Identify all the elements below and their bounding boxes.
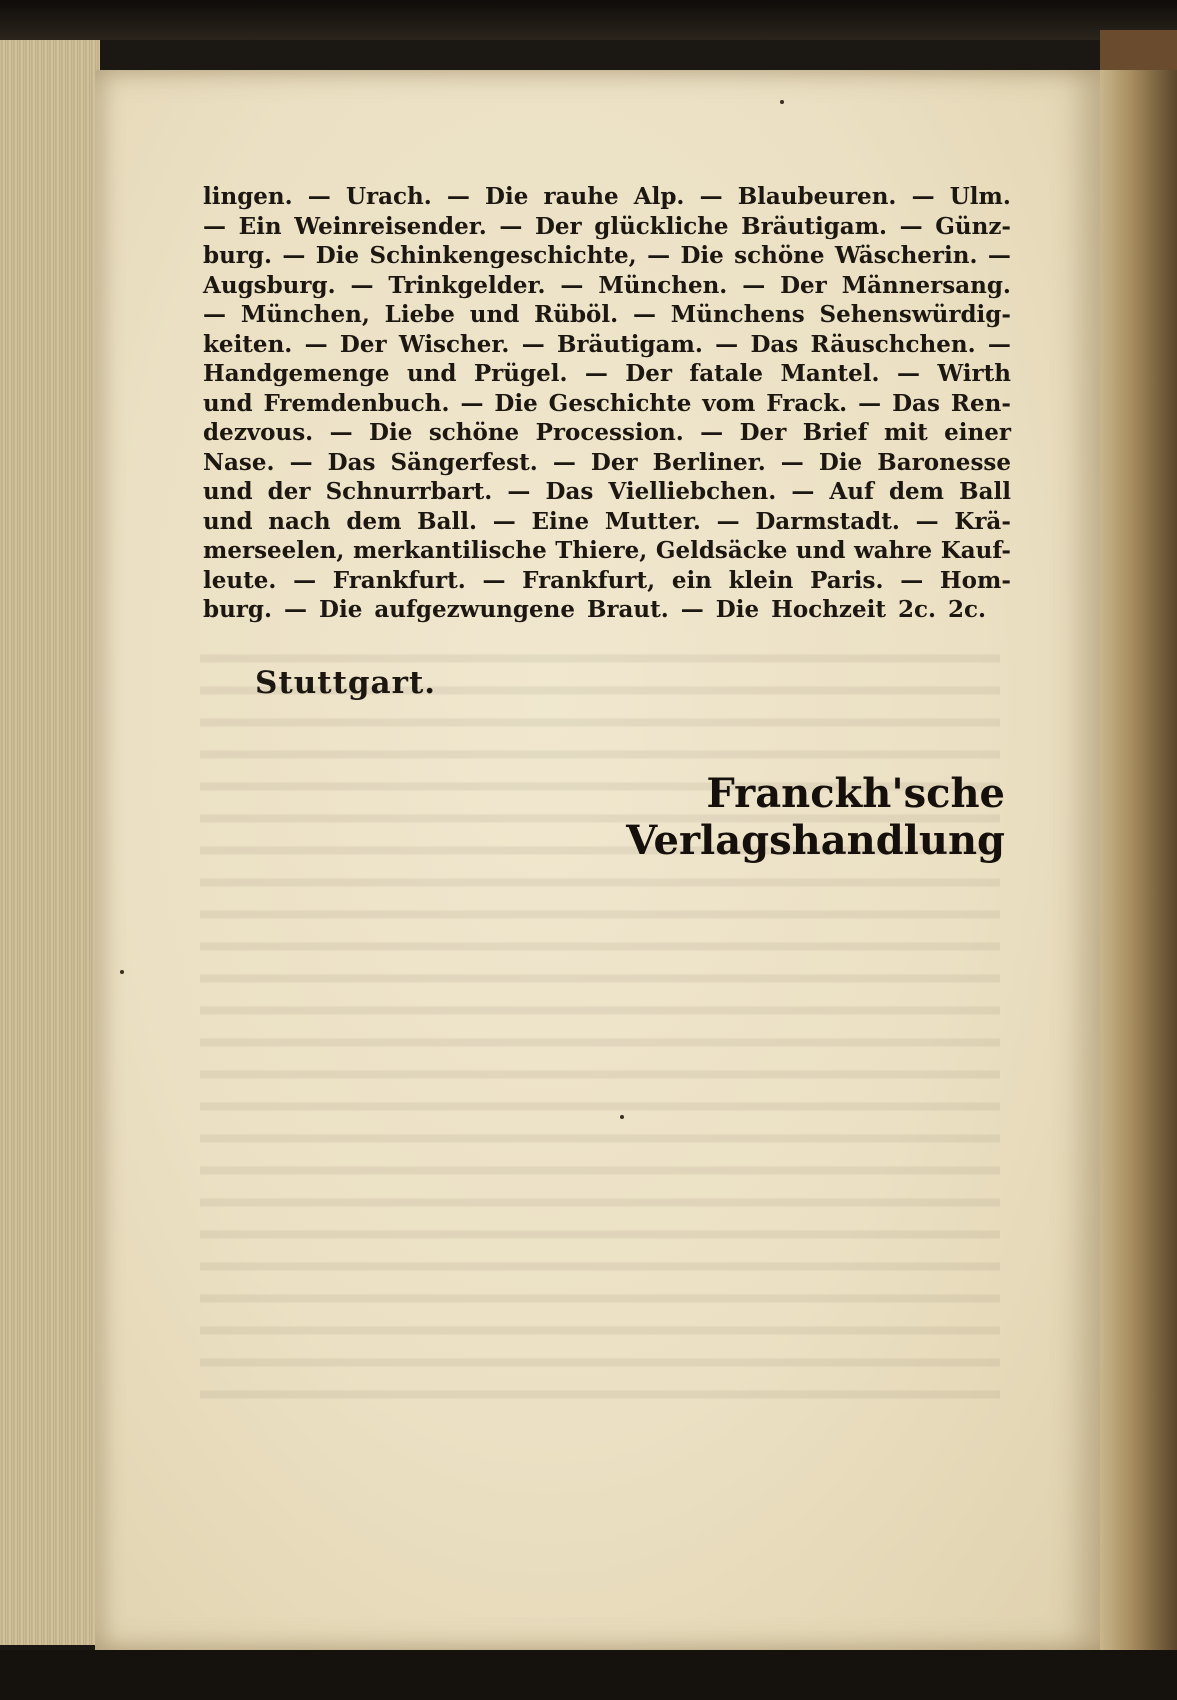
word: dezvous. [203,419,314,446]
word: Ein [238,212,282,240]
word: schöne [734,242,825,269]
text-line [203,389,1011,419]
word: Die [494,389,538,417]
word: fatale [689,360,764,387]
book-top-shadow [0,0,1177,40]
word: merkantilische [352,537,547,564]
text-line [203,448,1011,478]
word: burg. [203,596,273,623]
word: Liebe [384,301,455,328]
word: merseelen, [203,537,345,564]
word: Die [818,448,863,476]
word: — [560,271,584,299]
word: Procession. [535,419,684,446]
word: Augsburg. [203,271,336,299]
word: — [304,330,328,358]
text-line [203,418,1011,448]
word: Der [590,448,638,476]
word: Das [327,448,376,476]
word: — [293,566,317,594]
word: Männersang. [841,271,1011,299]
word: mit [884,419,928,446]
word: Der [339,330,387,358]
word: — [446,183,470,210]
word: und [203,389,253,417]
word: — [716,507,740,535]
word: Bräutigam. [741,212,888,240]
word: und [203,507,253,535]
word: Alp. [633,183,685,210]
word: — [552,448,576,476]
word: und [795,537,846,564]
word: Ball. [417,507,477,535]
word: Krä- [954,507,1011,535]
word: Das [892,389,940,417]
word: lingen. [203,183,293,210]
word: München. [598,271,728,299]
word: — [482,566,506,594]
word: leute. [203,566,277,594]
word: Sängerfest. [390,448,538,476]
word: — [521,330,545,358]
word: — [284,596,308,623]
text-line [203,595,1011,625]
word: Baronesse [877,448,1011,476]
word: schöne [428,419,520,446]
word: Die [715,596,760,623]
text-line [203,359,1011,389]
page-speck [620,1115,624,1119]
word: Die [319,596,363,623]
text-line [203,212,1011,242]
word: — [289,448,313,476]
word: Paris. [810,566,884,594]
word: — [899,212,923,240]
word: Das [545,478,594,505]
word: Geldsäcke [655,537,788,564]
word: — [350,271,374,299]
page-speck [120,970,124,974]
word: Die [680,242,724,269]
text-line [203,566,1011,596]
word: Berliner. [652,448,766,476]
word: nach [268,507,331,535]
page-stack-left [0,40,100,1645]
word: wahre [853,537,933,564]
word: — [915,507,939,535]
word: — [507,478,531,505]
word: — [900,566,924,594]
word: — [987,242,1011,269]
word: Blaubeuren. [737,183,897,210]
word: dem [888,478,945,505]
word: — [700,419,724,446]
word: — [584,360,608,387]
word: Auf [829,478,874,505]
word: Braut. [586,596,669,623]
book-bottom-shadow [0,1650,1177,1700]
word: — [791,478,815,505]
word: Bräutigam. [556,330,703,358]
word: Geschichte [548,389,692,417]
word: Vielliebchen. [608,478,777,505]
word: Fremdenbuch. [263,389,450,417]
word: — [647,242,671,269]
word: Wirth [937,360,1011,387]
word: und [469,301,520,328]
word: Frankfurt. [332,566,466,594]
word: rauhe [543,183,619,210]
word: burg. [203,242,273,269]
word: Der [739,419,787,446]
word: Wischer. [398,330,510,358]
word: München, [240,301,370,328]
word: Mantel. [780,360,880,387]
word: — [715,330,739,358]
word: Sehenswürdig- [819,301,1011,328]
word: keiten. [203,330,293,358]
word: — [492,507,516,535]
word: Günz- [935,212,1011,240]
word: — [742,271,766,299]
word: glückliche [594,212,729,240]
word: dem [346,507,402,535]
text-line [203,330,1011,360]
word: — [699,183,723,210]
word: — [896,360,920,387]
word: Das [750,330,799,358]
word: Thiere, [555,537,648,564]
word: und [203,478,253,505]
word: — [307,183,331,210]
contents-paragraph [203,182,1011,625]
word: — [203,301,226,328]
word: — [282,242,306,269]
word: 2c. [948,596,987,623]
word: Ren- [950,389,1011,417]
word: Ball [959,478,1011,505]
word: Räuschchen. [810,330,976,358]
word: Darmstadt. [755,507,900,535]
word: Schinkengeschichte, [369,242,637,269]
word: Die [369,419,413,446]
word: Die [315,242,360,269]
word: Prügel. [473,360,568,387]
word: einer [944,419,1011,446]
word: Frack. [766,389,848,417]
page-speck [780,100,784,104]
publisher-name: Franckh'sche Verlagshandlung [626,770,1005,864]
text-line [203,241,1011,271]
word: vom [702,389,756,417]
word: Die [485,183,529,210]
word: — [499,212,523,240]
word: Der [780,271,827,299]
word: — [987,330,1011,358]
word: Hochzeit [771,596,886,623]
text-line [203,182,1011,212]
word: Nase. [203,448,275,476]
word: Kauf- [940,537,1011,564]
word: Eine [531,507,590,535]
word: Der [534,212,582,240]
word: — [329,419,353,446]
text-line [203,271,1011,301]
word: Trinkgelder. [388,271,546,299]
word: — [911,183,935,210]
word: Der [625,360,672,387]
text-line [203,507,1011,537]
text-line [203,300,1011,330]
word: — [780,448,804,476]
word: Mutter. [604,507,701,535]
text-line [203,536,1011,566]
word: Handgemenge [203,360,390,387]
word: 2c. [897,596,936,623]
word: Frankfurt, [522,566,656,594]
text-line [203,477,1011,507]
word: — [858,389,882,417]
place-of-publication: Stuttgart. [255,665,437,701]
word: der [267,478,311,505]
word: Hom- [939,566,1011,594]
word: Ulm. [949,183,1011,210]
word: Urach. [345,183,432,210]
show-through-text [200,640,1000,1400]
word: Weinreisender. [294,212,487,240]
word: — [632,301,656,328]
word: Brief [802,419,868,446]
word: aufgezwungene [374,596,575,623]
page-edge-right [1100,70,1177,1650]
word: ein [671,566,712,594]
word: Wäscherin. [834,242,978,269]
word: Münchens [670,301,805,328]
word: Schnurrbart. [325,478,493,505]
word: klein [728,566,794,594]
word: — [460,389,484,417]
word: — [680,596,704,623]
word: und [406,360,457,387]
word: Rüböl. [534,301,619,328]
word: — [203,212,226,240]
